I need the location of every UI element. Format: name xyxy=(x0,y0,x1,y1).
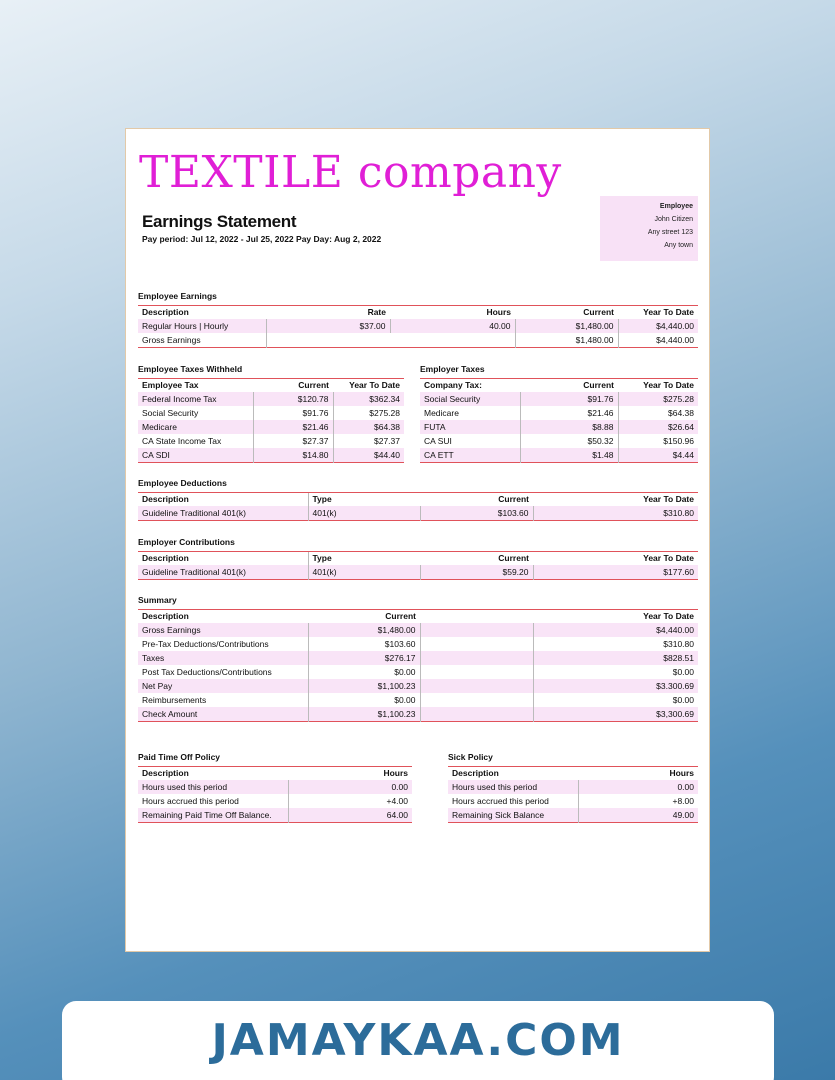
cell xyxy=(420,707,533,722)
table-row xyxy=(138,565,698,580)
cell: CA SUI xyxy=(424,435,452,446)
employee-town: Any town xyxy=(664,242,693,249)
summary-section xyxy=(138,595,698,722)
cell: Net Pay xyxy=(138,679,308,693)
employee-taxes-section xyxy=(138,364,404,463)
cell: Federal Income Tax xyxy=(138,392,253,406)
cell: 401(k) xyxy=(308,506,420,521)
col-description: Description xyxy=(138,610,308,623)
table-row xyxy=(420,392,698,406)
table-row xyxy=(138,707,698,722)
cell: $3,300.69 xyxy=(533,707,698,722)
company-name: TEXTILE company xyxy=(139,147,562,198)
table-row xyxy=(138,406,404,420)
pto-table xyxy=(138,766,412,823)
table-row xyxy=(420,406,698,420)
cell: 0.00 xyxy=(578,780,698,794)
cell: Post Tax Deductions/Contributions xyxy=(142,666,272,677)
cell: $64.38 xyxy=(333,420,404,434)
table-row xyxy=(138,794,412,808)
col-ytd: Year To Date xyxy=(533,552,698,565)
cell: Remaining Sick Balance xyxy=(448,808,578,823)
cell: Social Security xyxy=(142,407,199,418)
cell: $91.76 xyxy=(253,406,333,420)
cell: Guideline Traditional 401(k) xyxy=(138,565,308,580)
cell: $4,440.00 xyxy=(618,319,698,333)
table-header xyxy=(138,493,698,506)
cell: Gross Earnings xyxy=(138,623,308,637)
deductions-table xyxy=(138,492,698,521)
earnings-table xyxy=(138,305,698,348)
col-ytd: Year To Date xyxy=(618,306,698,319)
employee-taxes-table xyxy=(138,378,404,463)
cell: $64.38 xyxy=(618,406,698,420)
table-header xyxy=(138,379,404,392)
cell: $26.64 xyxy=(618,420,698,434)
cell: FUTA xyxy=(420,420,520,434)
employee-street: Any street 123 xyxy=(647,229,693,236)
col-current: Current xyxy=(253,379,333,392)
cell: Social Security xyxy=(420,392,520,406)
col-description: Description xyxy=(448,767,578,780)
site-watermark: JAMAYKAA.COM xyxy=(211,1015,625,1066)
employer-taxes-section xyxy=(420,364,698,463)
table-row xyxy=(138,623,698,637)
cell xyxy=(420,637,533,651)
cell: $44.40 xyxy=(333,448,404,463)
employee-info-box xyxy=(600,196,698,261)
cell: $37.00 xyxy=(266,319,390,333)
table-header xyxy=(138,610,698,623)
col-type: Type xyxy=(308,552,420,565)
cell: $103.60 xyxy=(308,637,420,651)
table-row xyxy=(138,434,404,448)
table-row xyxy=(138,679,698,693)
table-row xyxy=(448,794,698,808)
cell: $276.17 xyxy=(308,651,420,665)
col-description: Description xyxy=(138,767,288,780)
col-current: Current xyxy=(520,379,618,392)
contributions-table xyxy=(138,551,698,580)
col-employee-tax: Employee Tax xyxy=(138,379,253,392)
table-row xyxy=(420,420,698,434)
table-row xyxy=(138,651,698,665)
col-description: Description xyxy=(138,306,266,319)
col-current: Current xyxy=(308,610,420,623)
cell: Reimbursements xyxy=(142,694,207,705)
cell: 64.00 xyxy=(288,808,412,823)
watermark-banner xyxy=(62,1001,774,1080)
sick-table xyxy=(448,766,698,823)
cell: $27.37 xyxy=(333,434,404,448)
cell: 0.00 xyxy=(288,780,412,794)
table-row xyxy=(420,448,698,463)
cell: $828.51 xyxy=(533,651,698,665)
cell: Remaining Paid Time Off Balance. xyxy=(138,808,288,823)
cell xyxy=(420,651,533,665)
cell: CA SDI xyxy=(138,448,253,463)
cell: $275.28 xyxy=(333,406,404,420)
table-header xyxy=(420,379,698,392)
cell: Hours accrued this period xyxy=(142,795,239,806)
cell: CA ETT xyxy=(420,448,520,463)
earnings-statement-sheet xyxy=(125,128,710,952)
col-hours: Hours xyxy=(390,306,515,319)
cell: $310.80 xyxy=(533,506,698,521)
cell: $91.76 xyxy=(520,392,618,406)
cell: $0.00 xyxy=(308,693,420,707)
statement-title: Earnings Statement xyxy=(142,212,297,231)
cell: Gross Earnings xyxy=(142,334,201,345)
table-row xyxy=(448,808,698,823)
section-title: Summary xyxy=(138,595,177,605)
section-title: Employee Earnings xyxy=(138,291,217,301)
section-title: Employee Deductions xyxy=(138,478,227,488)
pay-period: Pay period: Jul 12, 2022 - Jul 25, 2022 Pay Day: Aug 2, 2022 xyxy=(142,234,382,244)
cell: $3.300.69 xyxy=(533,679,698,693)
table-row xyxy=(138,448,404,463)
cell: $1,480.00 xyxy=(515,333,618,348)
col-ytd: Year To Date xyxy=(533,610,698,623)
cell: $1,480.00 xyxy=(515,319,618,333)
cell: $1,100.23 xyxy=(308,679,420,693)
col-current: Current xyxy=(515,306,618,319)
cell: $21.46 xyxy=(253,420,333,434)
employer-taxes-table xyxy=(420,378,698,463)
col-ytd: Year To Date xyxy=(618,379,698,392)
cell: $0.00 xyxy=(533,693,698,707)
cell: Guideline Traditional 401(k) xyxy=(138,506,308,521)
cell: $1.48 xyxy=(520,448,618,463)
section-title: Paid Time Off Policy xyxy=(138,752,221,762)
section-title: Sick Policy xyxy=(448,752,493,762)
col-hours: Hours xyxy=(578,767,698,780)
table-row xyxy=(448,780,698,794)
table-row xyxy=(138,333,698,348)
table-row xyxy=(138,637,698,651)
cell: $275.28 xyxy=(618,392,698,406)
table-row xyxy=(138,780,412,794)
col-description: Description xyxy=(138,493,308,506)
section-title: Employer Contributions xyxy=(138,537,235,547)
col-description: Description xyxy=(138,552,308,565)
col-current: Current xyxy=(420,493,533,506)
cell: Regular Hours | Hourly xyxy=(138,319,266,333)
cell: Medicare xyxy=(138,420,253,434)
cell: Hours used this period xyxy=(448,780,578,794)
table-header xyxy=(138,306,698,319)
employee-deductions-section xyxy=(138,478,698,521)
section-title: Employer Taxes xyxy=(420,364,485,374)
cell: Hours used this period xyxy=(138,780,288,794)
cell xyxy=(420,693,533,707)
cell xyxy=(266,333,390,348)
cell: Check Amount xyxy=(138,707,308,722)
cell: Medicare xyxy=(424,407,459,418)
cell: Pre-Tax Deductions/Contributions xyxy=(142,638,269,649)
table-row xyxy=(138,319,698,333)
table-header xyxy=(448,767,698,780)
table-row xyxy=(138,506,698,521)
cell: $14.80 xyxy=(253,448,333,463)
cell: 40.00 xyxy=(390,319,515,333)
table-header xyxy=(138,767,412,780)
col-spacer xyxy=(420,610,533,623)
cell: $177.60 xyxy=(533,565,698,580)
col-hours: Hours xyxy=(288,767,412,780)
col-current: Current xyxy=(420,552,533,565)
cell xyxy=(420,679,533,693)
cell: $362.34 xyxy=(333,392,404,406)
cell: $1,100.23 xyxy=(308,707,420,722)
table-row xyxy=(138,808,412,823)
cell: $1,480.00 xyxy=(308,623,420,637)
col-type: Type xyxy=(308,493,420,506)
pto-policy-section xyxy=(138,752,412,823)
cell xyxy=(390,333,515,348)
col-company-tax: Company Tax: xyxy=(420,379,520,392)
col-ytd: Year To Date xyxy=(533,493,698,506)
cell: $120.78 xyxy=(253,392,333,406)
col-rate: Rate xyxy=(266,306,390,319)
cell: 401(k) xyxy=(308,565,420,580)
table-header xyxy=(138,552,698,565)
cell: Hours accrued this period xyxy=(452,795,549,806)
cell: $4.44 xyxy=(618,448,698,463)
employee-name: John Citizen xyxy=(654,216,693,223)
cell: Taxes xyxy=(138,651,308,665)
cell: $0.00 xyxy=(308,665,420,679)
employer-contributions-section xyxy=(138,537,698,580)
table-row xyxy=(138,693,698,707)
cell: $103.60 xyxy=(420,506,533,521)
cell: $50.32 xyxy=(520,434,618,448)
cell: CA State Income Tax xyxy=(142,435,222,446)
cell: $150.96 xyxy=(618,434,698,448)
employee-earnings-section xyxy=(138,291,698,348)
summary-table xyxy=(138,609,698,722)
cell: 49.00 xyxy=(578,808,698,823)
cell: $21.46 xyxy=(520,406,618,420)
table-row xyxy=(138,420,404,434)
table-row xyxy=(420,434,698,448)
cell: $59.20 xyxy=(420,565,533,580)
cell: +8.00 xyxy=(578,794,698,808)
table-row xyxy=(138,392,404,406)
section-title: Employee Taxes Withheld xyxy=(138,364,243,374)
cell xyxy=(420,665,533,679)
cell xyxy=(420,623,533,637)
sick-policy-section xyxy=(448,752,698,823)
col-ytd: Year To Date xyxy=(333,379,404,392)
cell: $310.80 xyxy=(533,637,698,651)
cell: $8.88 xyxy=(520,420,618,434)
cell: $4,440.00 xyxy=(618,333,698,348)
cell: $4,440.00 xyxy=(533,623,698,637)
employee-heading: Employee xyxy=(659,203,693,210)
table-row xyxy=(138,665,698,679)
cell: $27.37 xyxy=(253,434,333,448)
cell: $0.00 xyxy=(533,665,698,679)
cell: +4.00 xyxy=(288,794,412,808)
